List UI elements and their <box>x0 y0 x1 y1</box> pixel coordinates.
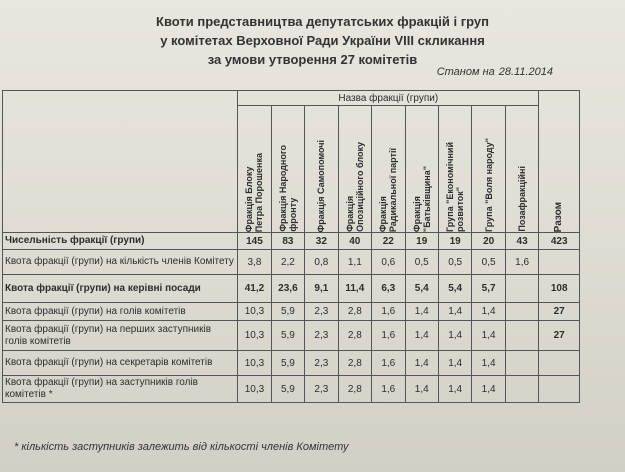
table-cell: 1,4 <box>405 321 438 351</box>
table-cell: 1,4 <box>438 321 471 351</box>
table-cell: 5,9 <box>271 376 304 403</box>
footnote: * кількість заступників залежить від кількості членів Комітету <box>14 441 349 453</box>
table-cell: 1,4 <box>405 303 438 321</box>
table-cell: 3,8 <box>238 250 271 275</box>
row-label: Квота фракції (групи) на перших заступників голів комітетів <box>3 321 238 351</box>
table-cell: 0,5 <box>405 250 438 275</box>
table-cell: 10,3 <box>238 321 271 351</box>
quota-table <box>2 90 580 403</box>
column-header: Фракція Блоку Петра Порошенка <box>238 106 271 233</box>
table-cell: 1,1 <box>338 250 371 275</box>
table-cell: 2,2 <box>271 250 304 275</box>
as-of-label: Станом на <box>436 66 495 78</box>
total-cell: 423 <box>539 233 580 250</box>
table-cell: 2,3 <box>305 376 338 403</box>
column-header: Фракція "Батьківщина" <box>405 106 438 233</box>
column-header: Фракція Народного фронту <box>271 106 304 233</box>
table-cell: 10,3 <box>238 376 271 403</box>
table-cell: 83 <box>271 233 304 250</box>
table-row <box>3 233 580 250</box>
table-row <box>3 250 580 275</box>
table-cell: 23,6 <box>271 275 304 303</box>
table-row <box>3 303 580 321</box>
column-header: Фракція Радикальної партії <box>372 106 405 233</box>
table-cell: 0,5 <box>438 250 471 275</box>
total-cell: 27 <box>539 303 580 321</box>
table-cell: 19 <box>438 233 471 250</box>
table-cell: 1,4 <box>438 351 471 376</box>
column-header: Фракція Опозиційного блоку <box>338 106 371 233</box>
table-cell: 5,9 <box>271 303 304 321</box>
table-cell: 5,7 <box>472 275 505 303</box>
table-cell: 0,5 <box>472 250 505 275</box>
table-cell: 40 <box>338 233 371 250</box>
table-cell: 2,8 <box>338 303 371 321</box>
as-of-value: 28.11.2014 <box>498 66 553 78</box>
table-cell: 5,4 <box>438 275 471 303</box>
table-cell: 41,2 <box>238 275 271 303</box>
table-cell: 1,4 <box>472 351 505 376</box>
table-cell: 19 <box>405 233 438 250</box>
as-of-date <box>433 66 553 78</box>
table-cell: 6,3 <box>372 275 405 303</box>
table-cell: 5,9 <box>271 351 304 376</box>
table-cell: 1,4 <box>438 376 471 403</box>
table-cell: 1,4 <box>472 376 505 403</box>
table-cell: 5,4 <box>405 275 438 303</box>
table-cell: 2,3 <box>305 351 338 376</box>
column-header: Позафракційні <box>505 106 538 233</box>
row-label: Квота фракції (групи) на заступників голів комітетів * <box>3 376 238 403</box>
table-cell <box>505 303 538 321</box>
table-cell: 11,4 <box>338 275 371 303</box>
table-cell: 2,8 <box>338 321 371 351</box>
table-cell: 1,4 <box>472 303 505 321</box>
table-cell: 1,4 <box>405 376 438 403</box>
table-cell: 1,6 <box>372 376 405 403</box>
row-label: Квота фракції (групи) на керівні посади <box>3 275 238 303</box>
table-cell <box>505 376 538 403</box>
table-cell: 1,4 <box>405 351 438 376</box>
table-row <box>3 275 580 303</box>
table-cell: 5,9 <box>271 321 304 351</box>
table-cell: 20 <box>472 233 505 250</box>
row-label: Чисельність фракції (групи) <box>3 233 238 250</box>
title-line-3: за умови утворення 27 комітетів <box>207 52 418 67</box>
table-cell: 1,4 <box>438 303 471 321</box>
table-cell: 43 <box>505 233 538 250</box>
table-cell <box>505 321 538 351</box>
row-label: Квота фракції (групи) на кількість членів Комітету <box>3 250 238 275</box>
corner-cell <box>3 91 238 233</box>
group-header: Назва фракції (групи) <box>238 91 539 106</box>
table-cell: 1,6 <box>505 250 538 275</box>
title-line-2: у комітетах Верховної Ради України VIII скликання <box>160 33 485 48</box>
table-cell: 10,3 <box>238 303 271 321</box>
table-cell: 32 <box>305 233 338 250</box>
table-cell: 1,6 <box>372 303 405 321</box>
column-header: Група "Економічний розвиток" <box>438 106 471 233</box>
row-label: Квота фракції (групи) на секретарів комітетів <box>3 351 238 376</box>
table-cell <box>505 275 538 303</box>
table-cell: 1,6 <box>372 351 405 376</box>
table-cell: 2,8 <box>338 376 371 403</box>
table-row <box>3 376 580 403</box>
table-row <box>3 351 580 376</box>
column-header: Фракція Самопомочі <box>305 106 338 233</box>
table-cell: 1,6 <box>372 321 405 351</box>
total-cell <box>539 376 580 403</box>
row-label: Квота фракції (групи) на голів комітетів <box>3 303 238 321</box>
total-cell <box>539 351 580 376</box>
table-cell: 9,1 <box>305 275 338 303</box>
table-row <box>3 321 580 351</box>
table-cell: 145 <box>238 233 271 250</box>
table-cell: 2,8 <box>338 351 371 376</box>
table-cell <box>505 351 538 376</box>
table-cell: 0,6 <box>372 250 405 275</box>
column-header: Група "Воля народу" <box>472 106 505 233</box>
table-cell: 1,4 <box>472 321 505 351</box>
total-cell <box>539 250 580 275</box>
table-cell: 10,3 <box>238 351 271 376</box>
total-cell: 27 <box>539 321 580 351</box>
title-line-1: Квоти представництва депутатських фракцій і груп <box>156 14 489 29</box>
total-cell: 108 <box>539 275 580 303</box>
table-cell: 0,8 <box>305 250 338 275</box>
table-cell: 2,3 <box>305 321 338 351</box>
column-header-total: Разом <box>539 91 580 233</box>
table-cell: 2,3 <box>305 303 338 321</box>
table-cell: 22 <box>372 233 405 250</box>
